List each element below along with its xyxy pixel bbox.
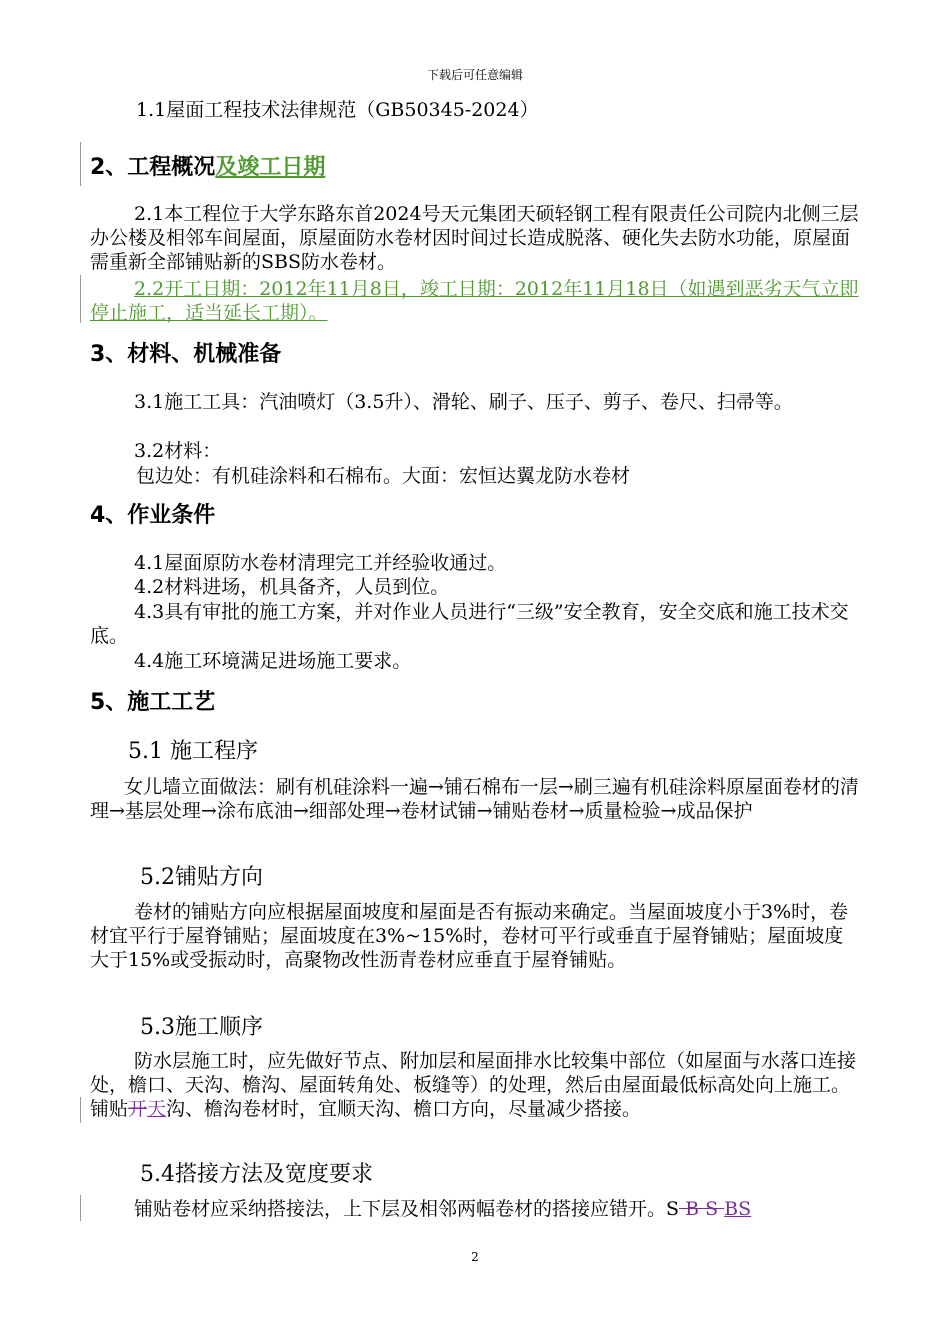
subheading-5-3: 5.3施工顺序 bbox=[140, 1015, 263, 1040]
para-2-1: 2.1本工程位于大学东路东首2024号天元集团天硕轻钢工程有限责任公司院内北侧三层办公楼及相邻车间屋面，原屋面防水卷材因时间过长造成脱落、硬化失去防水功能，原屋面需重新全部铺贴新的SBS防水卷材。 bbox=[90, 203, 859, 273]
para-4-2: 4.2材料进场，机具备齐，人员到位。 bbox=[134, 576, 450, 598]
para-4-4: 4.4施工环境满足进场施工要求。 bbox=[134, 650, 412, 672]
para-4-3: 4.3具有审批的施工方案，并对作业人员进行“三级”安全教育，安全交底和施工技术交底。 bbox=[90, 601, 849, 647]
heading-4: 4、作业条件 bbox=[90, 503, 216, 528]
para-5-3-a: 防水层施工时，应先做好节点、附加层和屋面排水比较集中部位（如屋面与水落口连接处，檐口、天沟、檐沟、屋面转角处、板缝等）的处理，然后由屋面最低标高处向上施工。铺贴 bbox=[90, 1050, 857, 1120]
inserted-text: BS bbox=[724, 1198, 752, 1220]
page-header: 下载后可任意编辑 bbox=[426, 68, 523, 82]
para-5-4-a: 铺贴卷材应采纳搭接法，上下层及相邻两幅卷材的搭接应错开。S bbox=[134, 1198, 680, 1220]
deleted-text: B S bbox=[679, 1198, 725, 1220]
para-5-2: 卷材的铺贴方向应根据屋面坡度和屋面是否有振动来确定。当屋面坡度小于3%时，卷材宜平行于屋脊铺贴；屋面坡度在3%~15%时，卷材可平行或垂直于屋脊铺贴；屋面坡度大于15%或受振动时，高聚物改性沥青卷材应垂直于屋脊铺贴。 bbox=[90, 901, 849, 971]
para-5-3 bbox=[90, 1049, 860, 1121]
heading-3: 3、材料、机械准备 bbox=[90, 342, 282, 367]
para-5-3-b: 沟、檐沟卷材时，宜顺天沟、檐口方向，尽量减少搭接。 bbox=[166, 1098, 642, 1120]
para-4-1: 4.1屋面原防水卷材清理完工并经验收通过。 bbox=[134, 552, 507, 574]
subheading-5-2: 5.2铺贴方向 bbox=[140, 865, 263, 890]
para-3-2: 3.2材料： bbox=[134, 440, 222, 462]
para-5-1: 女儿墙立面做法：刷有机硅涂料一遍→铺石棉布一层→刷三遍有机硅涂料原屋面卷材的清理→基层处理→涂布底油→细部处理→卷材试铺→铺贴卷材→质量检验→成品保护 bbox=[90, 776, 859, 822]
inserted-text: 天 bbox=[147, 1098, 167, 1120]
revision-bar bbox=[80, 1097, 81, 1123]
page-number: 2 bbox=[471, 1250, 479, 1264]
heading-5: 5、施工工艺 bbox=[90, 690, 216, 715]
revision-bar bbox=[80, 275, 81, 323]
para-5-4 bbox=[90, 1197, 860, 1221]
heading-2-text: 2、工程概况 bbox=[90, 155, 216, 180]
para-3-1: 3.1施工工具：汽油喷灯（3.5升）、滑轮、刷子、压子、剪子、卷尺、扫帚等。 bbox=[134, 391, 793, 413]
revision-bar bbox=[80, 142, 81, 186]
subheading-5-4: 5.4搭接方法及宽度要求 bbox=[140, 1162, 373, 1187]
para-2-2: 2.2开工日期：2012年11月8日，竣工日期：2012年11月18日（如遇到恶劣天气立即停止施工，适当延长工期）。 bbox=[90, 278, 859, 324]
heading-2-inserted: 及竣工日期 bbox=[215, 155, 326, 180]
para-1-1: 1.1屋面工程技术法律规范（GB50345-2024） bbox=[136, 99, 539, 121]
para-3-2-detail: 包边处：有机硅涂料和石棉布。大面：宏恒达翼龙防水卷材 bbox=[136, 465, 631, 487]
heading-2 bbox=[90, 150, 325, 181]
revision-bar bbox=[80, 1195, 81, 1221]
subheading-5-1: 5.1 施工程序 bbox=[128, 739, 258, 764]
deleted-text: 开 bbox=[128, 1098, 148, 1120]
